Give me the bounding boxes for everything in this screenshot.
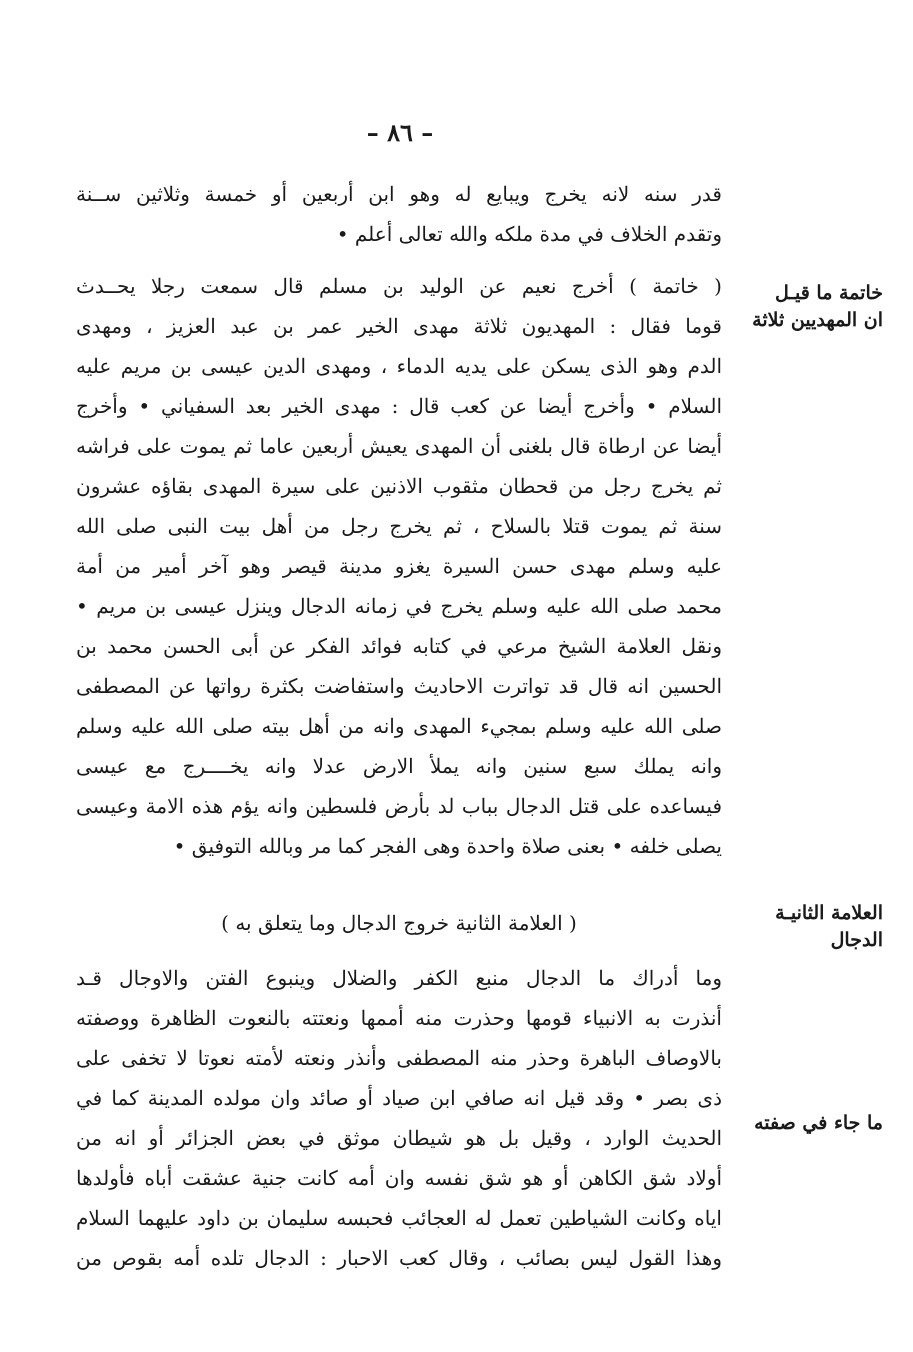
text-line: صلى الله عليه وسلم بمجيء المهدى وانه من أهل بيته صلى الله عليه وسلم xyxy=(76,714,722,738)
text-line: فيساعده على قتل الدجال بباب لد بأرض فلسطين وانه يؤم هذه الامة وعيسى xyxy=(76,794,722,818)
text-line: أولاد شق الكاهن أو هو شق نفسه وان أمه كانت جنية عشقت أباه فأولدها xyxy=(76,1166,722,1190)
text-line: أنذرت به الانبياء قومها وحذرت منه أممها ونعتته بالنعوت الظاهرة ووصفته xyxy=(76,1006,722,1030)
paragraph-dajjal xyxy=(76,958,722,1278)
paragraph-khatima xyxy=(76,266,722,866)
text-line: محمد صلى الله عليه وسلم يخرج في زمانه الدجال وينزل عيسى بن مريم • xyxy=(76,594,722,618)
section-heading-text: ( العلامة الثانية خروج الدجال وما يتعلق به ) xyxy=(221,911,577,935)
text-line: السلام • وأخرج أيضا عن كعب قال : مهدى الخير بعد السفياني • وأخرج xyxy=(76,394,722,418)
text-line: ونقل العلامة الشيخ مرعي في كتابه فوائد الفكر عن أبى الحسن محمد بن xyxy=(76,634,722,658)
margin-note-khatima xyxy=(743,280,883,334)
text-line: ثم يخرج رجل من قحطان مثقوب الاذنين على سيرة المهدى بقاؤه عشرون xyxy=(76,474,722,498)
text-line: الحديث الوارد ، وقيل بل هو شيطان موثق في بعض الجزائر أو انه من xyxy=(76,1126,722,1150)
text-line: ذى بصر • وقد قيل انه صافي ابن صياد أو صائد وان مولده المدينة كما في xyxy=(76,1086,722,1110)
text-line: سنة ثم يموت قتلا بالسلاح ، ثم يخرج رجل من أهل بيت النبى صلى الله xyxy=(76,514,722,538)
text-line: وتقدم الخلاف في مدة ملكه والله تعالى أعلم • xyxy=(336,222,722,246)
text-line: ( خاتمة ) أخرج نعيم عن الوليد بن مسلم قال سمعت رجلا يحــدث xyxy=(76,274,722,298)
margin-note-line: ما جاء في صفته xyxy=(754,1112,883,1134)
text-line: قدر سنه لانه يخرج ويبايع له وهو ابن أربعين أو خمسة وثلاثين ســنة xyxy=(76,182,722,206)
text-line: قوما فقال : المهديون ثلاثة مهدى الخير عمر بن عبد العزيز ، ومهدى xyxy=(76,314,722,338)
text-line: وهذا القول ليس بصائب ، وقال كعب الاحبار : الدجال تلده أمه بقوص من xyxy=(76,1246,722,1270)
margin-note-second-sign xyxy=(743,900,883,954)
text-line: أيضا عن ارطاة قال بلغنى أن المهدى يعيش أربعين عاما ثم يموت على فراشه xyxy=(76,434,722,458)
page-number: – ٨٦ – xyxy=(366,118,434,147)
section-heading xyxy=(76,903,722,943)
paragraph-continuation xyxy=(76,174,722,254)
text-line: يصلى خلفه • بعنى صلاة واحدة وهى الفجر كما مر وبالله التوفيق • xyxy=(173,834,722,858)
margin-note-line: خاتمة ما قيـل xyxy=(775,282,883,304)
text-line: الدم وهو الذى يسكن على يديه الدماء ، ومهدى الدين عيسى بن مريم عليه xyxy=(76,354,722,378)
margin-note-description xyxy=(743,1110,883,1137)
margin-note-line: ان المهديين ثلاثة xyxy=(752,309,883,331)
text-line: اياه وكانت الشياطين تعمل له العجائب فحبسه سليمان بن داود عليهما السلام xyxy=(76,1206,722,1230)
text-line: وما أدراك ما الدجال منبع الكفر والضلال وينبوع الفتن والاوجال قـد xyxy=(76,966,722,990)
margin-note-line: العلامة الثانيـة xyxy=(775,902,883,924)
text-line: الحسين انه قال قد تواترت الاحاديث واستفاضت بكثرة رواتها عن المصطفى xyxy=(76,674,722,698)
margin-note-line: الدجال xyxy=(830,929,883,951)
text-line: بالاوصاف الباهرة وحذر منه المصطفى وأنذر ونعته لأمته نعوتا لا تخفى على xyxy=(76,1046,722,1070)
text-line: وانه يملك سبع سنين وانه يملأ الارض عدلا وانه يخــــرج مع عيسى xyxy=(76,754,722,778)
text-line: عليه وسلم مهدى حسن السيرة يغزو مدينة قيصر وهو آخر أمير من أمة xyxy=(76,554,722,578)
